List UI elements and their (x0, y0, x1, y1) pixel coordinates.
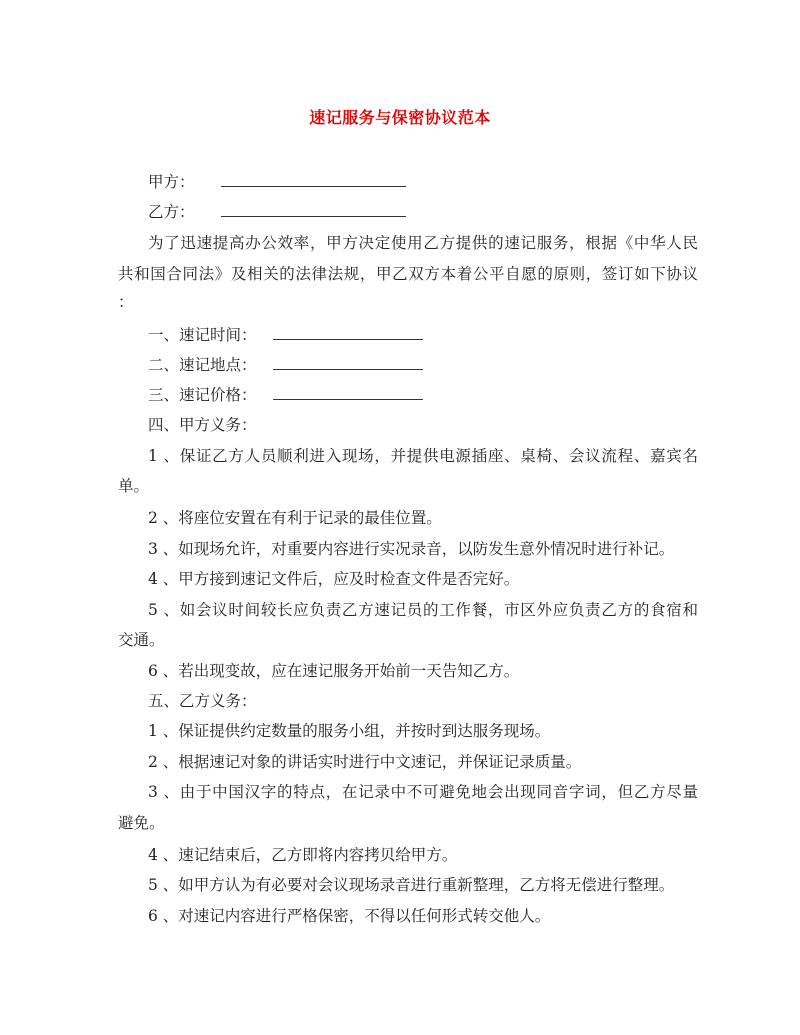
party-b-duty-4: 4 、速记结束后，乙方即将内容拷贝给甲方。 (148, 846, 458, 864)
party-a-duty-3: 3 、如现场允许，对重要内容进行实况录音，以防发生意外情况时进行补记。 (148, 540, 675, 558)
document-title: 速记服务与保密协议范本 (309, 108, 491, 127)
party-a-duty-4: 4 、甲方接到速记文件后，应及时检查文件是否完好。 (148, 570, 520, 588)
party-a-duty-6: 6 、若出现变故，应在速记服务开始前一天告知乙方。 (148, 662, 520, 680)
term-place-line (148, 355, 728, 375)
term-place-blank (273, 355, 423, 370)
party-b-duty-5: 5 、如甲方认为有必要对会议现场录音进行重新整理，乙方将无偿进行整理。 (148, 876, 675, 894)
term-time-label: 一、速记时间： (148, 326, 257, 344)
party-a-duty-5-line-2: 交通。 (118, 631, 165, 649)
party-a-duty-1-line-1: 1 、保证乙方人员顺利进入现场，并提供电源插座、桌椅、会议流程、嘉宾名 (148, 447, 698, 465)
party-b-label: 乙方： (148, 203, 195, 221)
party-b-duty-1: 1 、保证提供约定数量的服务小组，并按时到达服务现场。 (148, 722, 551, 740)
party-a-duty-2: 2 、将座位安置在有利于记录的最佳位置。 (148, 509, 442, 527)
term-time-blank (273, 325, 423, 340)
term-place-label: 二、速记地点： (148, 356, 257, 374)
party-a-duty-1-line-2: 单。 (118, 477, 150, 495)
term-price-line (148, 385, 728, 405)
party-b-duties-heading: 五、乙方义务： (148, 692, 257, 710)
intro-line-1: 为了迅速提高办公效率，甲方决定使用乙方提供的速记服务，根据《中华人民 (148, 234, 698, 252)
party-a-duty-5-line-1: 5 、如会议时间较长应负责乙方速记员的工作餐，市区外应负责乙方的食宿和 (148, 601, 698, 619)
party-b-duty-2: 2 、根据速记对象的讲话实时进行中文速记，并保证记录质量。 (148, 753, 582, 771)
party-b-line (148, 202, 728, 222)
intro-line-3: ： (118, 293, 134, 311)
term-price-blank (273, 385, 423, 400)
party-a-duties-heading: 四、甲方义务： (148, 416, 257, 434)
term-price-label: 三、速记价格： (148, 386, 257, 404)
party-b-duty-3-line-1: 3 、由于中国汉字的特点，在记录中不可避免地会出现同音字词，但乙方尽量 (148, 783, 698, 801)
intro-line-2: 共和国合同法》及相关的法律法规，甲乙双方本着公平自愿的原则，签订如下协议 (118, 265, 698, 283)
party-b-duty-6: 6 、对速记内容进行严格保密，不得以任何形式转交他人。 (148, 907, 551, 925)
party-b-blank (221, 202, 406, 217)
party-a-blank (221, 172, 406, 187)
party-a-line (148, 172, 728, 192)
party-a-label: 甲方： (148, 173, 195, 191)
party-b-duty-3-line-2: 避免。 (118, 814, 165, 832)
term-time-line (148, 325, 728, 345)
